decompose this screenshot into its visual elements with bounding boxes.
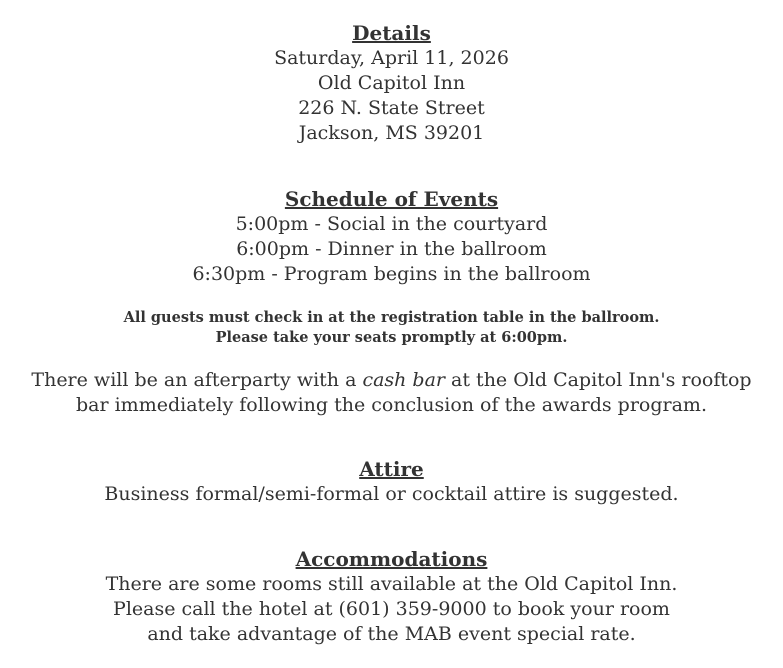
seating-line: Please take your seats promptly at 6:00pm.	[215, 329, 568, 346]
schedule-section	[0, 187, 783, 287]
schedule-item-social: 5:00pm - Social in the courtyard	[235, 213, 548, 235]
afterparty-text-before: There will be an afterparty with a	[31, 369, 363, 391]
afterparty-line-1	[0, 368, 783, 393]
accommodations-line-3: and take advantage of the MAB event special rate.	[147, 623, 636, 645]
details-section	[0, 21, 783, 146]
afterparty-section	[0, 368, 783, 418]
accommodations-section	[0, 547, 783, 647]
attire-heading: Attire	[359, 457, 424, 481]
cash-bar-emphasis: cash bar	[362, 369, 446, 391]
venue-city: Jackson, MS 39201	[298, 122, 485, 144]
schedule-item-program: 6:30pm - Program begins in the ballroom	[192, 263, 591, 285]
schedule-item-dinner: 6:00pm - Dinner in the ballroom	[236, 238, 547, 260]
accommodations-line-2: Please call the hotel at (601) 359-9000 to book your room	[113, 598, 670, 620]
attire-section	[0, 457, 783, 507]
accommodations-line-1: There are some rooms still available at the Old Capitol Inn.	[105, 573, 678, 595]
venue-name: Old Capitol Inn	[317, 72, 466, 94]
venue-street: 226 N. State Street	[298, 97, 485, 119]
afterparty-line-2: bar immediately following the conclusion of the awards program.	[75, 394, 707, 416]
event-date: Saturday, April 11, 2026	[274, 47, 509, 69]
check-in-line: All guests must check in at the registration table in the ballroom.	[123, 309, 660, 326]
afterparty-text-after: at the Old Capitol Inn's rooftop	[445, 369, 752, 391]
attire-text: Business formal/semi-formal or cocktail attire is suggested.	[104, 483, 679, 505]
schedule-heading: Schedule of Events	[284, 187, 499, 211]
check-in-notice	[0, 308, 783, 348]
details-heading: Details	[352, 21, 431, 45]
accommodations-heading: Accommodations	[295, 547, 488, 571]
